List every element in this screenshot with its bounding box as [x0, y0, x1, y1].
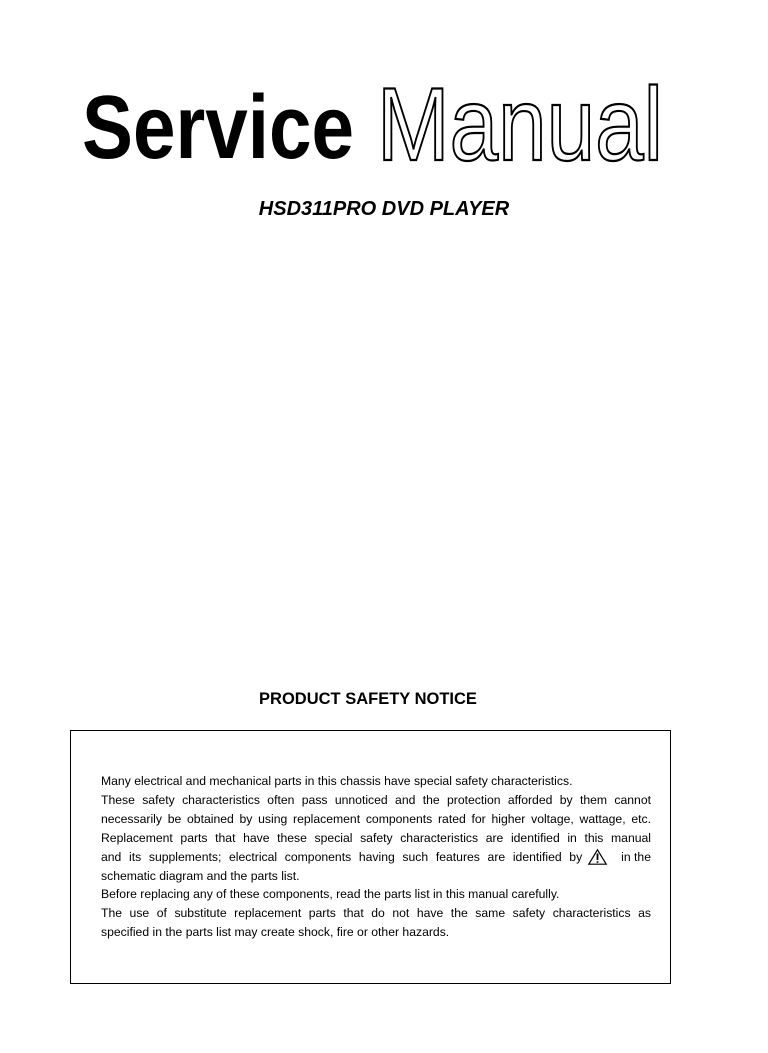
notice-line-1: Many electrical and mechanical parts in this chassis have special safety characteristics. [101, 774, 573, 788]
notice-line-5 [101, 848, 651, 867]
notice-line-2: These safety characteristics often pass unnoticed and the protection afforded by them cannot [101, 792, 651, 807]
notice-line-5-text: and its supplements; electrical components having such features are identified by [101, 849, 583, 864]
safety-notice-text [101, 772, 651, 942]
notice-line-6: schematic diagram and the parts list. [101, 868, 300, 883]
notice-line-8: The use of substitute replacement parts that do not have the same safety characteristics as [101, 906, 651, 921]
notice-line-5-tail: in the [621, 849, 651, 864]
service-manual-title [80, 67, 670, 183]
product-model-title: HSD311PRO DVD PLAYER [258, 198, 510, 220]
title-service: Service [82, 78, 354, 178]
notice-line-7: Before replacing any of these components, read the parts list in this manual carefully. [101, 887, 560, 902]
notice-line-4: Replacement parts that have these special safety characteristics are identified in this manual [101, 830, 651, 845]
safety-notice-heading: PRODUCT SAFETY NOTICE [259, 690, 477, 708]
warning-triangle-icon [588, 849, 607, 865]
safety-notice-box [70, 730, 671, 984]
notice-line-3: necessarily be obtained by using replacement components rated for higher voltage, wattage, etc. [101, 811, 651, 826]
title-manual: Manual [377, 67, 663, 183]
notice-line-9: specified in the parts list may create shock, fire or other hazards. [101, 925, 450, 940]
